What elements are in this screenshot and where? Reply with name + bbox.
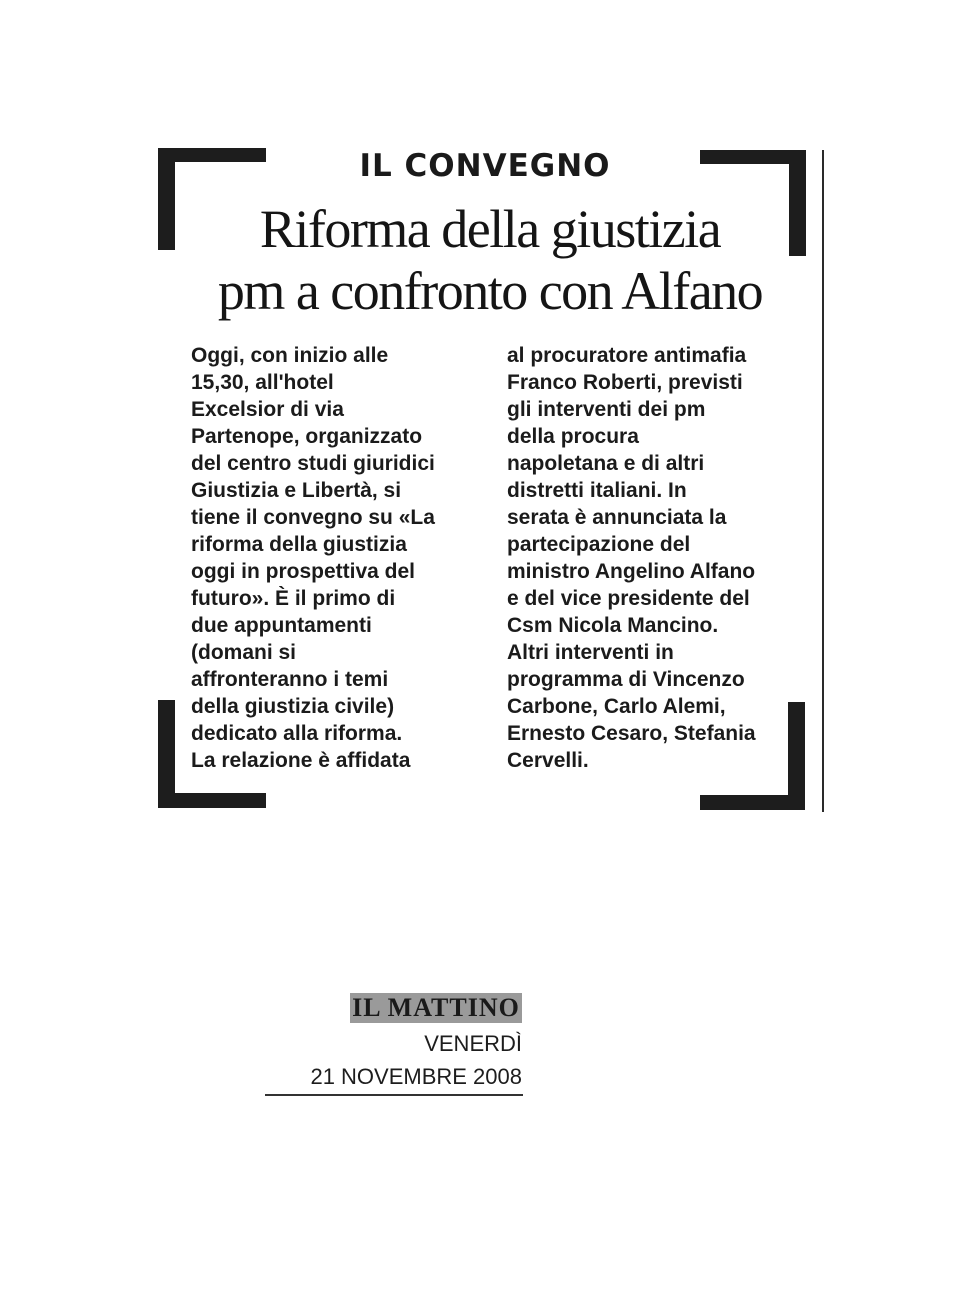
text-line: due appuntamenti [191,614,372,637]
text-line: 15,30, all'hotel [191,371,334,394]
text-line: serata è annunciata la [507,506,727,529]
publication-day: VENERDÌ [424,1031,522,1056]
frame-corner-bottom-right-vertical [788,702,805,810]
text-line: affronteranno i temi [191,668,389,691]
text-line: dedicato alla riforma. [191,722,403,745]
headline-line: pm a confronto con Alfano [217,261,763,321]
text-line: Altri interventi in [507,641,674,664]
text-line: futuro». È il primo di [191,587,396,610]
article-kicker: IL CONVEGNO [359,148,611,184]
text-line: Csm Nicola Mancino. [507,614,719,637]
text-line: Partenope, organizzato [191,425,423,448]
text-line: ministro Angelino Alfano [507,560,756,583]
text-line: (domani si [191,641,297,664]
frame-corner-bottom-right-horizontal [700,795,805,810]
text-line: napoletana e di altri [507,452,705,475]
headline-line: Riforma della giustizia [259,199,721,259]
date-underline [265,1094,523,1096]
text-line: Franco Roberti, previsti [507,371,743,394]
text-line: e del vice presidente del [507,587,750,610]
text-line: gli interventi dei pm [507,398,706,421]
text-line: programma di Vincenzo [507,668,745,691]
text-line: Cervelli. [507,749,589,772]
publication-date: 21 NOVEMBRE 2008 [310,1064,522,1089]
clipping-edge-line [822,150,824,812]
frame-corner-top-right-vertical [789,150,806,256]
frame-corner-top-left-vertical [158,148,175,250]
text-line: della giustizia civile) [191,695,395,718]
text-line: del centro studi giuridici [191,452,435,475]
text-line: riforma della giustizia [191,533,407,556]
text-line: al procuratore antimafia [507,344,747,367]
text-line: Carbone, Carlo Alemi, [507,695,726,718]
text-line: tiene il convegno su «La [191,506,435,529]
text-line: Ernesto Cesaro, Stefania [507,722,756,745]
article-headline [190,198,790,322]
text-line: partecipazione del [507,533,691,556]
text-line: Giustizia e Libertà, si [191,479,402,502]
text-line: della procura [507,425,639,448]
text-line: La relazione è affidata [191,749,411,772]
text-line: distretti italiani. In [507,479,687,502]
text-line: Excelsior di via [191,398,344,421]
frame-corner-bottom-left-vertical [158,700,175,808]
article-column-left [191,342,481,774]
frame-corner-bottom-left-horizontal [158,793,266,808]
text-line: oggi in prospettiva del [191,560,416,583]
newspaper-masthead: IL MATTINO [350,993,522,1023]
text-line: Oggi, con inizio alle [191,344,389,367]
article-column-right [507,342,789,774]
